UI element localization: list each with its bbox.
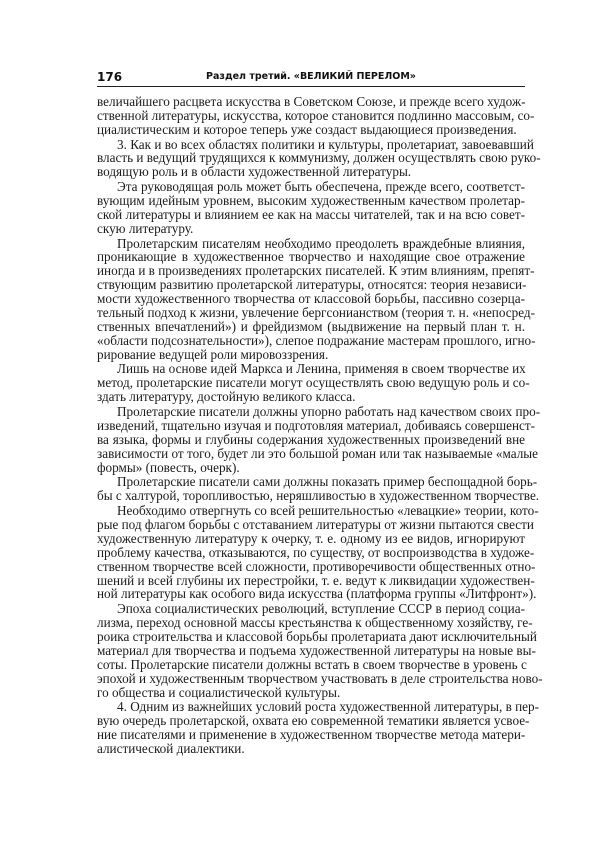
text-line: величайшего расцвета искусства в Советском Союзе, и прежде всего худож-: [97, 94, 526, 109]
text-line: вую очередь пролетарской, охвата ею современной тематики является усвое-: [97, 713, 530, 729]
text-line: Необходимо отвергнуть со всей решительностью «левацкие» теории, кото-: [117, 503, 539, 519]
text-line: материал для творчества и подъема художественной литературы на новые вы-: [97, 642, 536, 658]
text-line: циалистическим и которое теперь уже создаст выдающиеся произведения.: [97, 121, 517, 137]
text-line: Пролетарские писатели должны упорно работать над качеством своих про-: [117, 404, 541, 420]
paragraph: [97, 94, 535, 137]
paragraph: [97, 503, 539, 602]
text-line: формы» (повесть, очерк).: [97, 459, 240, 475]
text-line: роика строительства и классовой борьбы пролетариата дают исключительный: [97, 628, 537, 644]
paragraph: [97, 235, 536, 362]
text-line: ственной литературы, искусства, которое становится подлинно массовым, со-: [97, 107, 535, 123]
text-line: Эпоха социалистических революций, вступление СССР в период социа-: [117, 601, 525, 617]
text-line: ствующим развитию пролетарской литературы, относятся: теория независи-: [97, 277, 527, 293]
text-line: зависимости от того, будет ли это большой роман или так называемые «малые: [97, 445, 538, 461]
paragraph: [97, 136, 541, 180]
text-line: рирование ведущей роли мировоззрения.: [97, 346, 329, 362]
text-line: Лишь на основе идей Маркса и Ленина, применяя в своем творчестве их: [117, 361, 526, 377]
text-line: власть и ведущий трудящихся к коммунизму, должен осуществлять свою руко-: [97, 150, 541, 166]
text-line: водящую роль и в области художественной литературы.: [97, 164, 412, 180]
paragraph: [97, 474, 540, 504]
text-line: скую литературу.: [97, 220, 194, 236]
running-title: Раздел третий. «ВЕЛИКИЙ ПЕРЕЛОМ»: [206, 71, 416, 82]
page-number: 176: [97, 70, 123, 84]
text-line: 3. Как и во всех областях политики и культуры, пролетариат, завоевавший: [117, 136, 534, 152]
text-line: Пролетарские писатели сами должны показать пример беспощадной борь-: [117, 474, 538, 490]
paragraph: [97, 404, 541, 475]
text-line: метод, пролетарские писатели могут осуществлять свою ведущую роль и со-: [97, 375, 530, 391]
text-line: ской литературы и влиянием ее как на массы читателей, так и на всю совет-: [97, 206, 525, 222]
text-line: проникающие в художественное творчество и находящие свое отражение: [97, 249, 525, 265]
page-body-text: [97, 94, 543, 757]
text-line: проблему качества, отказываются, по существу, от воспроизводства в художе-: [97, 544, 535, 560]
text-line: лизма, переход основной массы крестьянства к общественному хозяйству, ге-: [97, 615, 533, 631]
paragraph: [97, 601, 543, 700]
text-line: Эта руководящая роль может быть обеспечена, прежде всего, соответст-: [117, 179, 525, 195]
text-line: изведений, тщательно изучая и подготовляя материал, добиваясь совершенст-: [97, 417, 536, 433]
text-line: шений и всей глубины их перестройки, т. е. ведут к ликвидации художествен-: [97, 572, 535, 588]
text-line: соты. Пролетарские писатели должны встать в своем творчестве в уровень с: [97, 656, 527, 672]
text-line: художественную литературу к очерку, т. е. одному из ее видов, игнорируют: [97, 530, 525, 546]
text-line: ственном творчестве всей сложности, противоречивости общественных отно-: [97, 558, 536, 574]
text-line: мости художественного творчества от классовой борьбы, пассивно созерца-: [97, 291, 525, 307]
paragraph: [97, 699, 539, 756]
text-line: 4. Одним из важнейших условий роста художественной литературы, в пер-: [117, 699, 539, 715]
text-line: эпохой и художественным творчеством участвовать в деле строительства ново-: [97, 670, 543, 686]
text-line: бы с халтурой, торопливостью, неряшливостью в художественном творчестве.: [97, 488, 540, 504]
text-line: го общества и социалистической культуры.: [97, 684, 341, 700]
text-line: «области подсознательности»), слепое подражание мастерам прошлого, игно-: [97, 332, 536, 348]
text-line: вующим идейным уровнем, высоким художественным качеством пролетар-: [97, 193, 525, 209]
text-line: здать литературу, достойную великого класса.: [97, 389, 356, 405]
text-line: ва языка, формы и глубины содержания художественных произведений вне: [97, 431, 525, 447]
text-line: рые под флагом борьбы с отставанием литературы от жизни пытаются свести: [97, 516, 534, 532]
text-line: тельный подход к жизни, увлечение бергсонианством (теория т. н. «непосред-: [97, 305, 536, 321]
running-header: [97, 70, 525, 87]
text-line: Пролетарским писателям необходимо преодолеть враждебные влияния,: [117, 235, 525, 251]
paragraph: [97, 180, 525, 236]
text-line: иногда и в произведениях пролетарских писателей. К этим влияниям, препят-: [97, 263, 535, 279]
text-line: ние писателями и применение в художественном творчестве метода матери-: [97, 727, 526, 743]
text-line: алистической диалектики.: [97, 740, 245, 756]
paragraph: [97, 361, 530, 405]
text-line: ной литературы как особого вида искусства (платформа группы «Литфронт»).: [97, 586, 537, 602]
text-line: ственных впечатлений») и фрейдизмом (выдвижение на первый план т. н.: [97, 318, 525, 334]
